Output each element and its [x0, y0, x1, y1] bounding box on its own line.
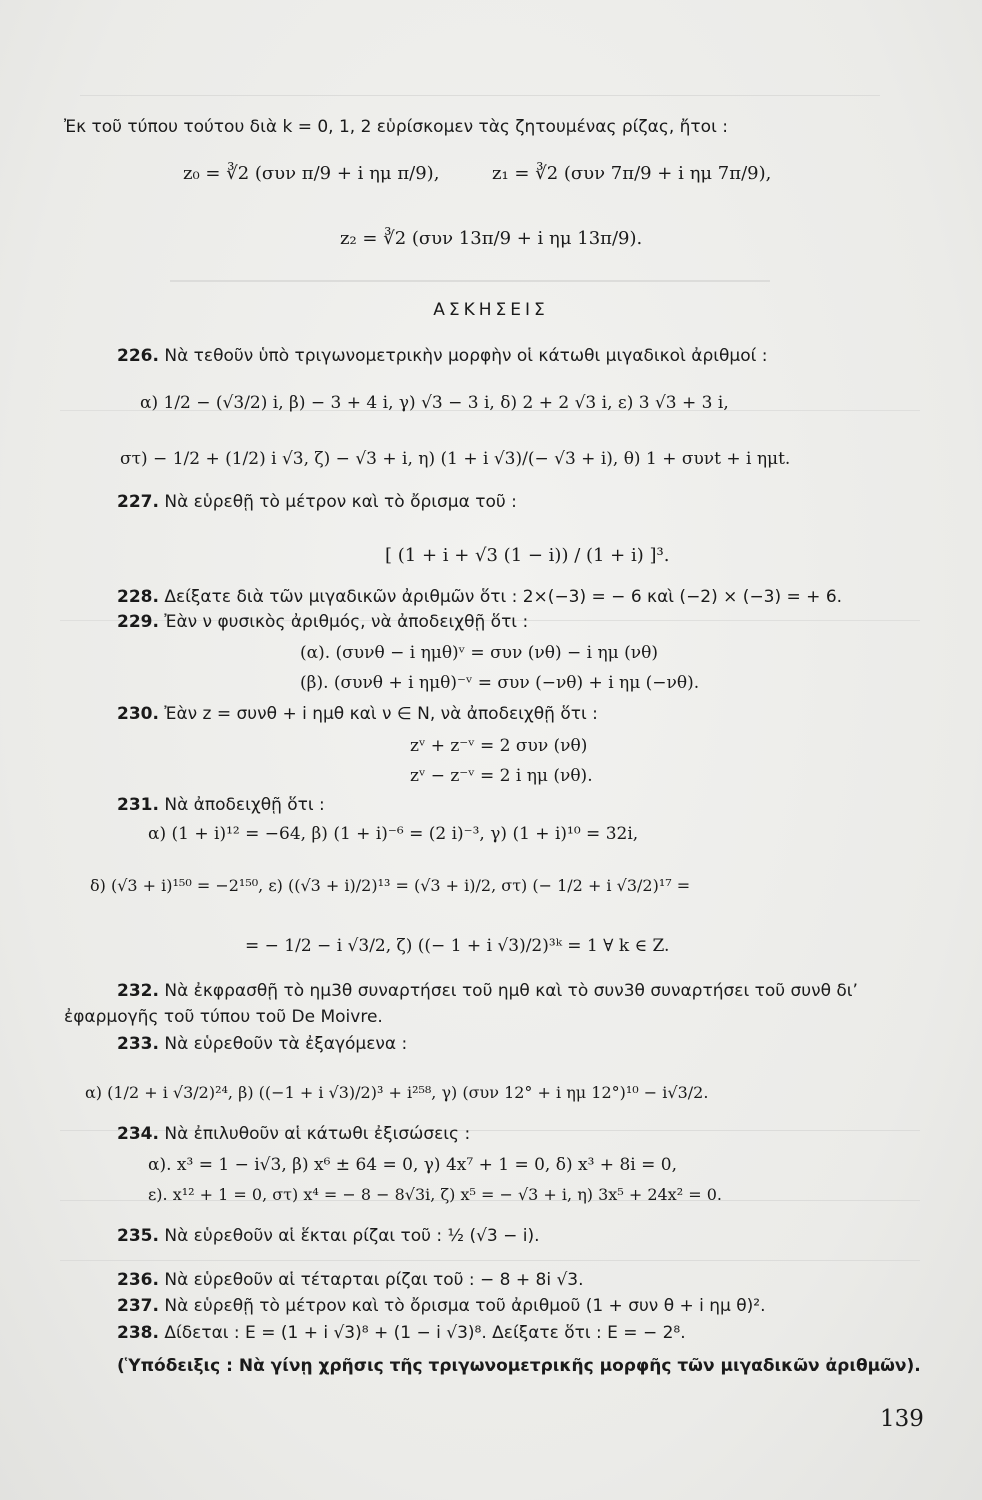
- ex233-items: α) (1/2 + i √3/2)²⁴, β) ((−1 + i √3)/2)³ + i²⁵⁸, γ) (συν 12° + i ημ 12°)¹⁰ − i√3/2.: [85, 1083, 709, 1102]
- exercise-number: 232.: [117, 981, 159, 1001]
- exercise-226: [117, 346, 768, 366]
- exercise-229: [117, 612, 528, 632]
- exercise-number: 229.: [117, 612, 159, 632]
- exercise-number: 230.: [117, 704, 159, 724]
- ex234-line1: α). x³ = 1 − i√3, β) x⁶ ± 64 = 0, γ) 4x⁷ + 1 = 0, δ) x³ + 8i = 0,: [148, 1155, 677, 1175]
- exercise-text: Νὰ ἐπιλυθοῦν αἱ κάτωθι ἐξισώσεις :: [164, 1124, 471, 1144]
- exercise-227: [117, 492, 517, 512]
- exercise-232: [117, 981, 858, 1001]
- ex231-line3: = − 1/2 − i √3/2, ζ) ((− 1 + i √3)/2)³ᵏ = 1 ∀ k ∈ Z.: [245, 936, 670, 956]
- exercise-number: 228.: [117, 587, 159, 607]
- exercise-text: Νὰ εὑρεθοῦν τὰ ἐξαγόμενα :: [164, 1034, 408, 1054]
- exercise-text: Δίδεται : E = (1 + i √3)⁸ + (1 − i √3)⁸. Δείξατε ὅτι : E = − 2⁸.: [164, 1323, 686, 1343]
- ex231-line2: δ) (√3 + i)¹⁵⁰ = −2¹⁵⁰, ε) ((√3 + i)/2)¹³ = (√3 + i)/2, στ) (− 1/2 + i √3/2)¹⁷ =: [90, 876, 691, 895]
- exercise-230: [117, 704, 598, 724]
- exercise-number: 234.: [117, 1124, 159, 1144]
- exercise-text: Νὰ εὑρεθῇ τὸ μέτρον καὶ τὸ ὄρισμα τοῦ ἀριθμοῦ (1 + συν θ + i ημ θ)².: [164, 1296, 766, 1316]
- exercise-234: [117, 1124, 470, 1144]
- exercise-text: Νὰ εὑρεθῇ τὸ μέτρον καὶ τὸ ὄρισμα τοῦ :: [164, 492, 517, 512]
- exercise-text: Ἐὰν z = συνθ + i ημθ καὶ ν ∈ N, νὰ ἀποδειχθῇ ὅτι :: [164, 704, 598, 724]
- exercise-235: [117, 1226, 540, 1246]
- exercise-number: 236.: [117, 1270, 159, 1290]
- ex229-a: (α). (συνθ − i ημθ)ᵛ = συν (νθ) − i ημ (νθ): [300, 643, 658, 663]
- exercise-text: Δείξατε διὰ τῶν μιγαδικῶν ἀριθμῶν ὅτι : 2×(−3) = − 6 καὶ (−2) × (−3) = + 6.: [164, 587, 843, 607]
- exercise-233: [117, 1034, 407, 1054]
- exercise-text: Νὰ ἐκφρασθῇ τὸ ημ3θ συναρτήσει τοῦ ημθ καὶ τὸ συν3θ συναρτήσει τοῦ συνθ δι’: [164, 981, 858, 1001]
- ex226-line1: α) 1/2 − (√3/2) i, β) − 3 + 4 i, γ) √3 − 3 i, δ) 2 + 2 √3 i, ε) 3 √3 + 3 i,: [140, 393, 729, 413]
- ex230-b: zᵛ − z⁻ᵛ = 2 i ημ (νθ).: [410, 766, 593, 786]
- ex231-line1: α) (1 + i)¹² = −64, β) (1 + i)⁻⁶ = (2 i)⁻³, γ) (1 + i)¹⁰ = 32i,: [148, 824, 639, 844]
- exercise-text: Ἐὰν ν φυσικὸς ἀριθμός, νὰ ἀποδειχθῇ ὅτι :: [164, 612, 529, 632]
- exercise-238: [117, 1323, 686, 1343]
- root-z0: z₀ = ∛2 (συν π/9 + i ημ π/9),: [183, 163, 440, 184]
- ex226-line2: στ) − 1/2 + (1/2) i √3, ζ) − √3 + i, η) (1 + i √3)/(− √3 + i), θ) 1 + συνt + i ημt.: [120, 449, 791, 469]
- exercise-number: 238.: [117, 1323, 159, 1343]
- exercise-228: [117, 587, 842, 607]
- exercise-text: Νὰ εὑρεθοῦν αἱ ἕκται ρίζαι τοῦ : ½ (√3 − i).: [164, 1226, 540, 1246]
- page-number: 139: [880, 1406, 924, 1432]
- exercise-236: [117, 1270, 584, 1290]
- ex230-a: zᵛ + z⁻ᵛ = 2 συν (νθ): [410, 736, 588, 756]
- section-title: ΑΣΚΗΣΕΙΣ: [433, 300, 549, 320]
- exercise-number: 237.: [117, 1296, 159, 1316]
- root-z1: z₁ = ∛2 (συν 7π/9 + i ημ 7π/9),: [492, 163, 772, 184]
- hint-text: (Ὑπόδειξις : Νὰ γίνῃ χρῆσις τῆς τριγωνομετρικῆς μορφῆς τῶν μιγαδικῶν ἀριθμῶν).: [117, 1356, 921, 1376]
- root-z2: z₂ = ∛2 (συν 13π/9 + i ημ 13π/9).: [340, 228, 643, 249]
- ex229-b: (β). (συνθ + i ημθ)⁻ᵛ = συν (−νθ) + i ημ (−νθ).: [300, 673, 700, 693]
- exercise-number: 231.: [117, 795, 159, 815]
- ex232-continuation: ἐφαρμογῆς τοῦ τύπου τοῦ De Moivre.: [64, 1007, 383, 1027]
- ex234-line2: ε). x¹² + 1 = 0, στ) x⁴ = − 8 − 8√3i, ζ) x⁵ = − √3 + i, η) 3x⁵ + 24x² = 0.: [148, 1185, 722, 1204]
- exercise-237: [117, 1296, 766, 1316]
- exercise-text: Νὰ τεθοῦν ὑπὸ τριγωνομετρικὴν μορφὴν οἱ κάτωθι μιγαδικοὶ ἀριθμοί :: [164, 346, 768, 366]
- exercise-number: 227.: [117, 492, 159, 512]
- exercise-number: 226.: [117, 346, 159, 366]
- ex227-formula: [ (1 + i + √3 (1 − i)) / (1 + i) ]³.: [385, 545, 670, 566]
- intro-text: Ἐκ τοῦ τύπου τούτου διὰ k = 0, 1, 2 εὑρίσκομεν τὰς ζητουμένας ρίζας, ἤτοι :: [64, 117, 728, 137]
- exercise-number: 233.: [117, 1034, 159, 1054]
- exercise-231: [117, 795, 325, 815]
- exercise-number: 235.: [117, 1226, 159, 1246]
- exercise-text: Νὰ ἀποδειχθῇ ὅτι :: [164, 795, 325, 815]
- exercise-text: Νὰ εὑρεθοῦν αἱ τέταρται ρίζαι τοῦ : − 8 + 8i √3.: [164, 1270, 584, 1290]
